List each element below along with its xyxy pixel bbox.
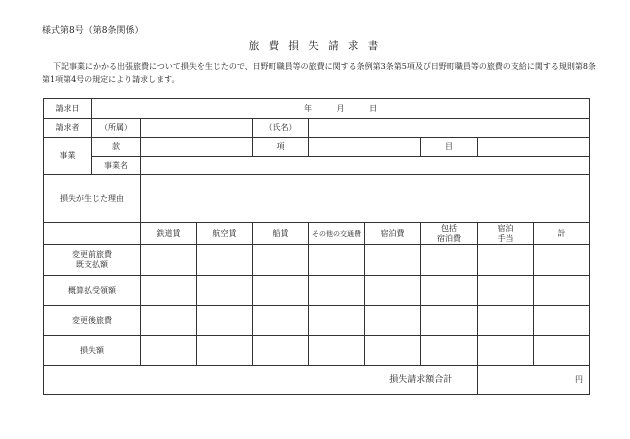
amount-cell[interactable] (141, 306, 197, 336)
amount-cell[interactable] (478, 306, 534, 336)
expense-row-before-change (44, 245, 590, 276)
kan-label: 款 (92, 138, 141, 157)
project-category-row (44, 138, 590, 157)
request-date-field[interactable] (92, 99, 590, 119)
amount-cell[interactable] (365, 336, 421, 366)
amount-cell[interactable] (309, 336, 365, 366)
amount-cell[interactable] (365, 276, 421, 306)
amount-cell[interactable] (309, 245, 365, 276)
affiliation-label: （所属） (92, 119, 141, 138)
amount-cell[interactable] (253, 276, 309, 306)
after-change-label: 変更後旅費 (44, 306, 141, 336)
amount-cell[interactable] (478, 336, 534, 366)
amount-cell[interactable] (253, 245, 309, 276)
col-railway: 鉄道賃 (141, 223, 197, 245)
project-name-field[interactable] (141, 157, 590, 175)
advance-received-label: 概算払受領額 (44, 276, 141, 306)
affiliation-field[interactable] (141, 119, 253, 138)
amount-cell[interactable] (534, 306, 590, 336)
col-ship: 船賃 (253, 223, 309, 245)
amount-cell[interactable] (421, 336, 478, 366)
col-air: 航空賃 (197, 223, 253, 245)
amount-cell[interactable] (141, 245, 197, 276)
amount-cell[interactable] (421, 306, 478, 336)
amount-cell[interactable] (197, 336, 253, 366)
expense-row-after-change (44, 306, 590, 336)
total-label: 損失請求額合計 (365, 366, 478, 395)
reason-label: 損失が生じた理由 (44, 175, 141, 223)
amount-cell[interactable] (478, 276, 534, 306)
amount-cell[interactable] (421, 245, 478, 276)
reason-field[interactable] (141, 175, 590, 223)
project-label: 事業 (44, 138, 92, 175)
requester-label: 請求者 (44, 119, 92, 138)
amount-cell[interactable] (141, 336, 197, 366)
amount-cell[interactable] (365, 306, 421, 336)
kou-field[interactable] (309, 138, 421, 157)
total-blank (44, 366, 365, 395)
request-form-table (43, 98, 590, 395)
col-total: 計 (534, 223, 590, 245)
amount-cell[interactable] (534, 276, 590, 306)
amount-cell[interactable] (141, 276, 197, 306)
date-month: 月 (336, 103, 345, 113)
col-other-transport: その他の交通費 (309, 223, 365, 245)
expense-row-advance (44, 276, 590, 306)
amount-cell[interactable] (197, 306, 253, 336)
moku-field[interactable] (478, 138, 590, 157)
form-title: 旅 費 損 失 請 求 書 (248, 40, 382, 52)
reason-row (44, 175, 590, 223)
total-amount-field[interactable] (478, 366, 590, 395)
expense-header-row (44, 223, 590, 245)
amount-cell[interactable] (197, 245, 253, 276)
col-package-lodging: 包括 宿泊費 (421, 223, 478, 245)
moku-label: 目 (421, 138, 478, 157)
name-label: （氏名） (253, 119, 309, 138)
name-field[interactable] (309, 119, 590, 138)
before-change-label: 変更前旅費 既支払額 (44, 245, 141, 276)
request-date-row (44, 99, 590, 119)
amount-cell[interactable] (534, 245, 590, 276)
date-year: 年 (303, 103, 312, 113)
request-date-label: 請求日 (44, 99, 92, 119)
project-name-row (44, 157, 590, 175)
project-name-label: 事業名 (92, 157, 141, 175)
loss-amount-label: 損失額 (44, 336, 141, 366)
col-lodging: 宿泊費 (365, 223, 421, 245)
intro-text: 下記事業にかかる出張旅費について損失を生じたので、日野町職員等の旅費に関する条例第3条第5項及び日野町職員等の旅費の支給に関する規則第8条第1項第4号の規定により請求します。 (42, 62, 596, 84)
amount-cell[interactable] (197, 276, 253, 306)
total-row (44, 366, 590, 395)
amount-cell[interactable] (253, 306, 309, 336)
amount-cell[interactable] (421, 276, 478, 306)
form-reference: 様式第8号（第8条関係） (42, 26, 144, 36)
amount-cell[interactable] (309, 306, 365, 336)
amount-cell[interactable] (534, 336, 590, 366)
currency-unit: 円 (575, 375, 584, 384)
expense-row-loss (44, 336, 590, 366)
col-lodging-allowance: 宿泊 手当 (478, 223, 534, 245)
amount-cell[interactable] (253, 336, 309, 366)
requester-row (44, 119, 590, 138)
amount-cell[interactable] (365, 245, 421, 276)
amount-cell[interactable] (478, 245, 534, 276)
expense-header-blank (44, 223, 141, 245)
kan-field[interactable] (141, 138, 253, 157)
date-day: 日 (369, 103, 378, 113)
amount-cell[interactable] (309, 276, 365, 306)
kou-label: 項 (253, 138, 309, 157)
